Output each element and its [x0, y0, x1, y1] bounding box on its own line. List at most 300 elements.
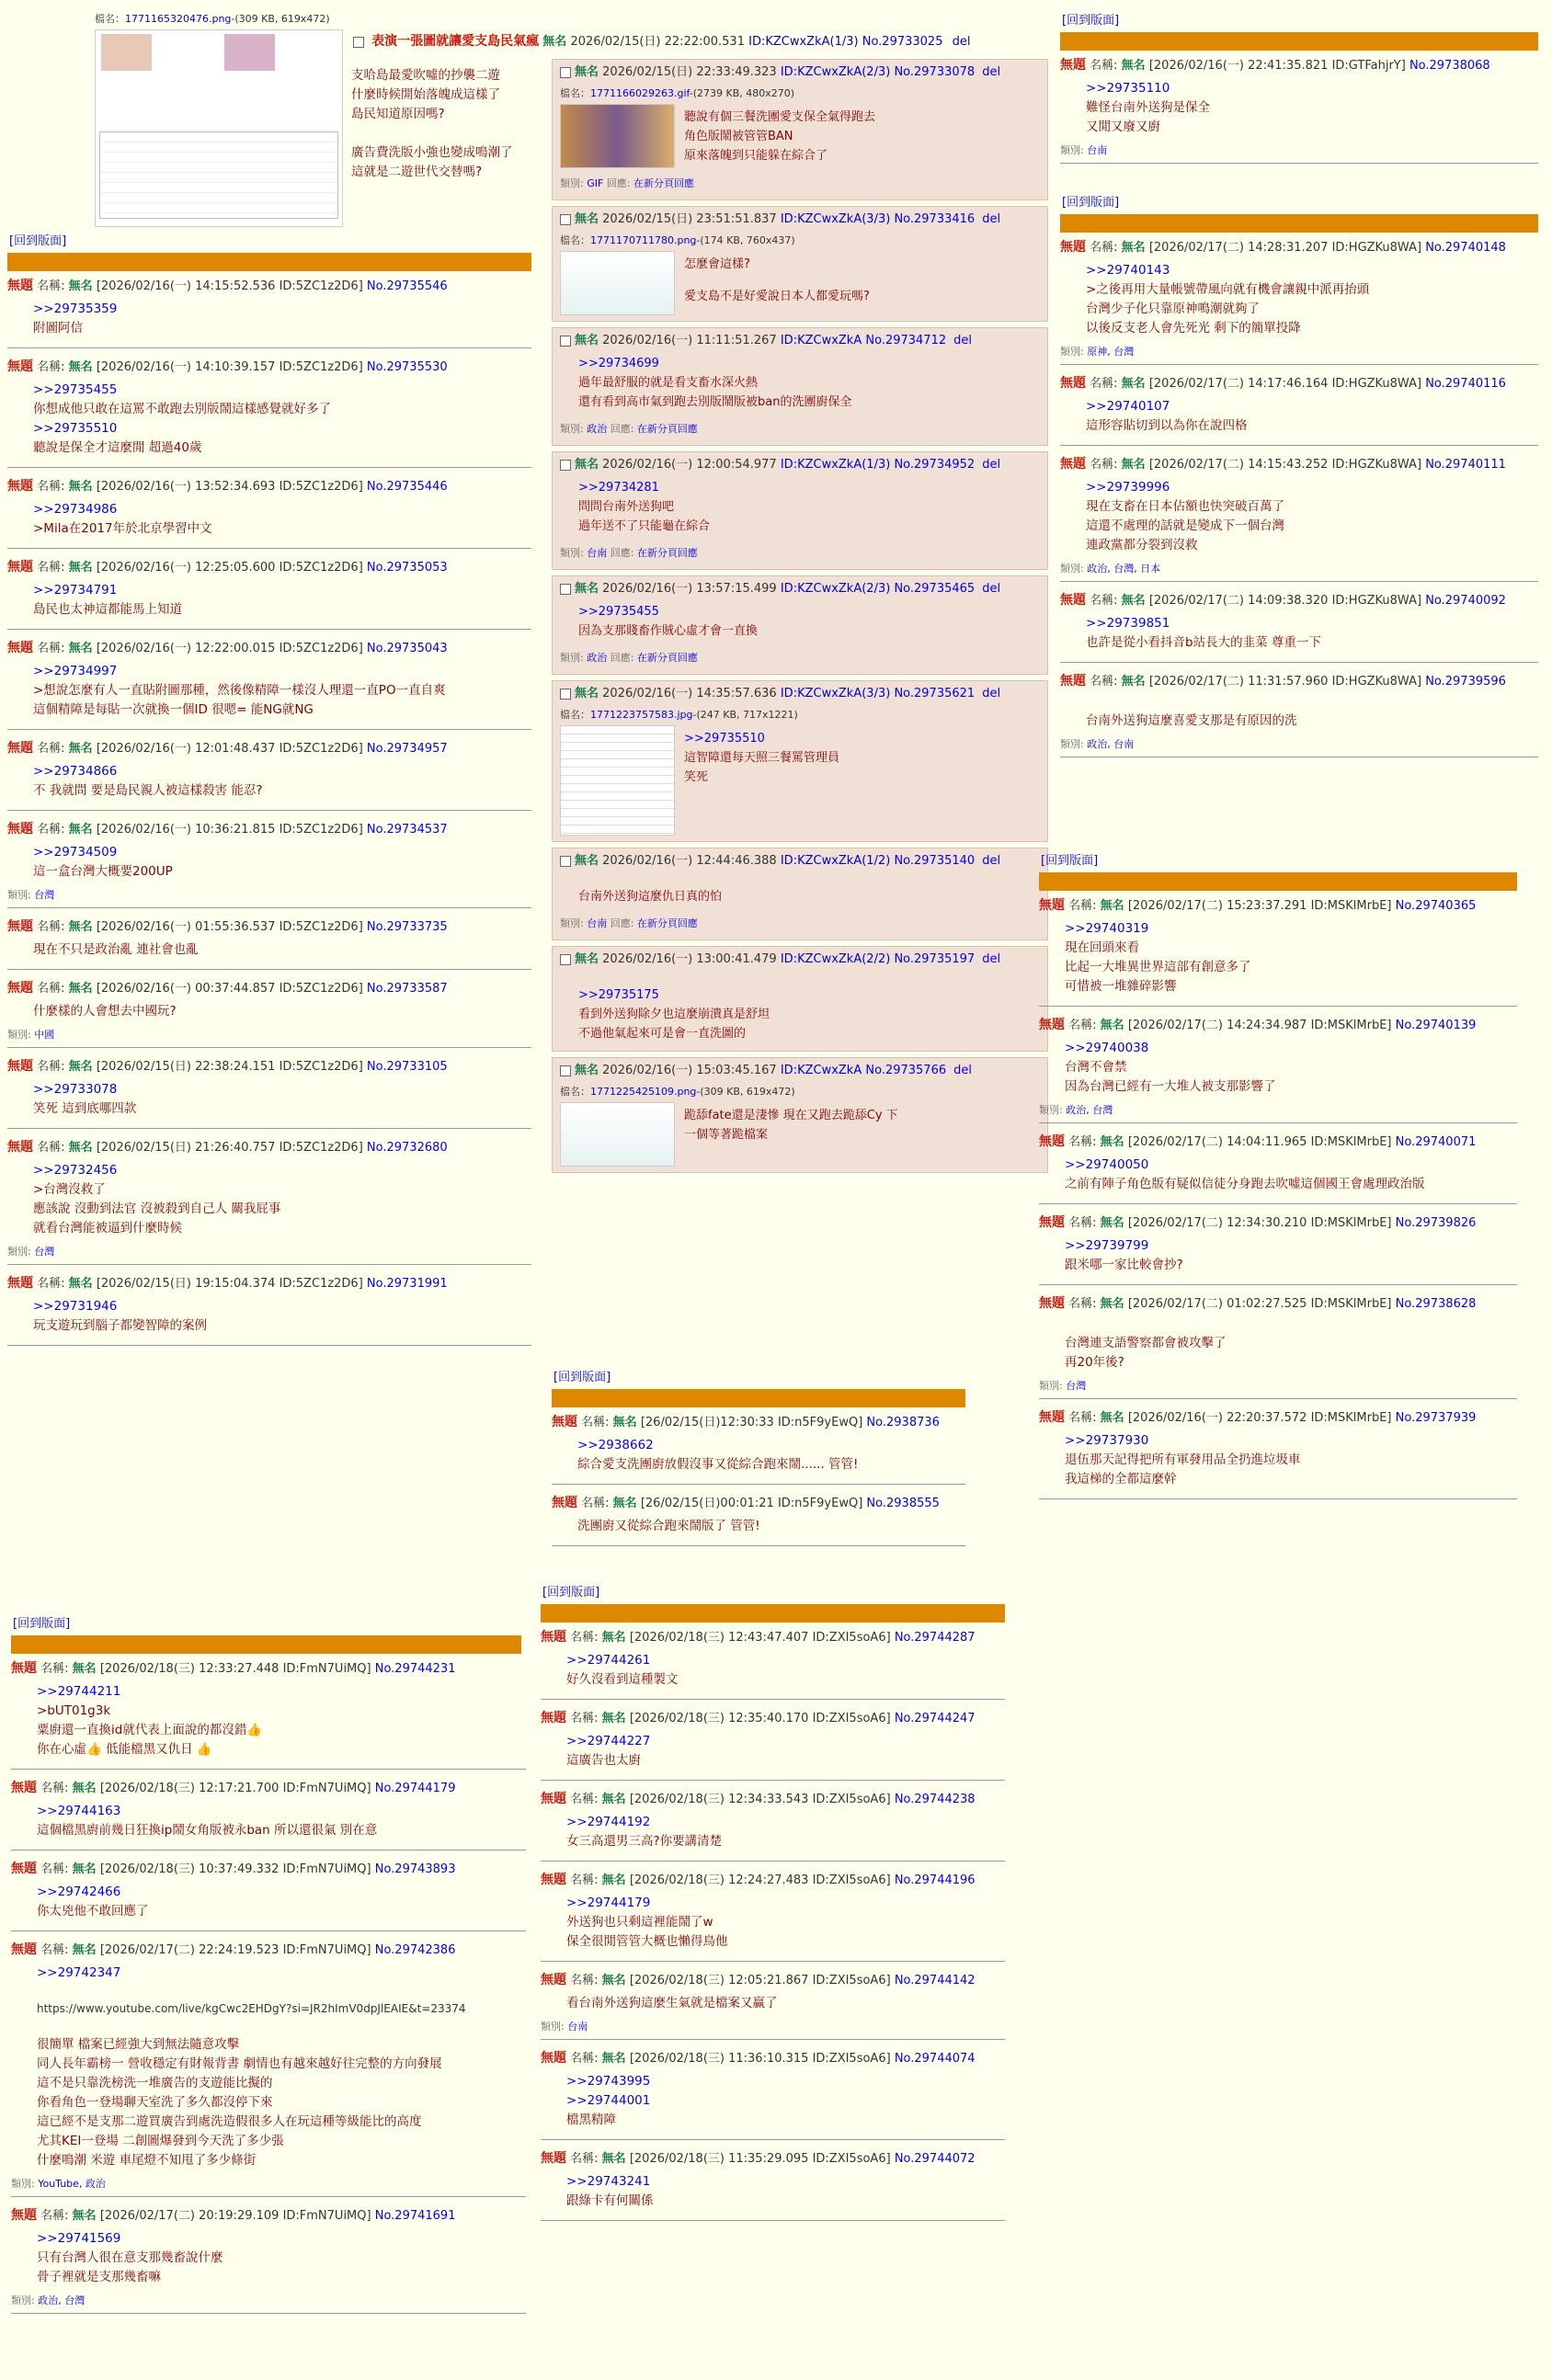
reply-content — [560, 871, 1040, 908]
post-body — [7, 758, 531, 804]
poster-name: 無名 — [575, 952, 599, 966]
post-datetime: [2026/02/17(二) 15:23:37.291 ID:MSKlMrbE] — [1127, 899, 1392, 913]
body-line: 過年送不了只能龜在綜合 — [578, 519, 711, 533]
post-body — [541, 1990, 1005, 2017]
post — [7, 277, 531, 348]
reply-datetime: 2026/02/15(日) 23:51:51.837 — [602, 212, 777, 226]
op-file-link[interactable]: 1771165320476.png — [125, 13, 232, 25]
quote-link[interactable]: >>29735455 — [578, 605, 659, 619]
back-to-board-link[interactable]: [回到版面] — [542, 1586, 600, 1600]
post-number[interactable]: No.29737939 — [1395, 1411, 1477, 1425]
reply-tags — [560, 650, 1040, 665]
quote-link[interactable]: >>29739799 — [1065, 1238, 1149, 1253]
post — [7, 917, 531, 970]
body-line: 台南外送狗這麼喜愛支那是有原因的洗 — [1086, 713, 1297, 728]
post-tags — [1060, 561, 1538, 575]
reply-body — [684, 1102, 898, 1146]
name-label: 名稱: — [37, 642, 65, 655]
quote-link[interactable]: >>29744227 — [566, 1734, 651, 1748]
post-title: 無題 — [7, 981, 33, 996]
post — [7, 739, 531, 811]
tags-label: 類別: — [7, 1246, 35, 1258]
post-number[interactable]: No.29739596 — [1425, 675, 1506, 689]
reply-select-checkbox[interactable] — [560, 584, 571, 595]
quote-link[interactable]: >>29741569 — [37, 2231, 121, 2246]
body-line: 比起一大堆異世界這部有創意多了 — [1065, 960, 1251, 974]
quote-link[interactable]: >>29744179 — [566, 1896, 651, 1910]
post — [1060, 591, 1538, 663]
reply-header — [560, 685, 1040, 703]
tag-link[interactable]: YouTube, 政治 — [38, 2178, 106, 2190]
reply-body — [684, 725, 839, 789]
post-tags — [1060, 736, 1538, 751]
post — [552, 1413, 965, 1485]
reply-label: 回應: — [607, 423, 637, 435]
tags-label: 類別: — [1039, 1104, 1067, 1116]
back-to-board-link[interactable]: [回到版面] — [553, 1371, 611, 1384]
tag-link[interactable]: 台灣 — [1066, 1380, 1087, 1392]
poster-name: 無名 — [72, 1862, 97, 1876]
tag-link[interactable]: 政治, 台灣 — [38, 2295, 86, 2306]
op-number[interactable]: No.29733025 — [862, 35, 943, 49]
quote-link[interactable]: >>2938662 — [577, 1438, 654, 1452]
post-body — [1060, 393, 1538, 439]
quote-link[interactable]: >>29735510 — [33, 421, 118, 436]
file-meta: -(247 KB, 717x1221) — [692, 709, 798, 721]
poster-name: 無名 — [1100, 1411, 1124, 1425]
post-datetime: [2026/02/18(三) 10:37:49.332 ID:FmN7UiMQ] — [99, 1862, 371, 1876]
reply-datetime: 2026/02/15(日) 22:33:49.323 — [602, 65, 777, 79]
name-label: 名稱: — [1090, 458, 1118, 472]
post-title: 無題 — [541, 1630, 566, 1645]
quote-link[interactable]: >>29731946 — [33, 1299, 118, 1314]
post-number[interactable]: No.29744072 — [894, 2152, 976, 2166]
post-datetime: [2026/02/16(一) 22:41:35.821 ID:GTFahjrY] — [1148, 59, 1406, 73]
post-body — [1039, 1035, 1517, 1100]
quote-link[interactable]: >>29733078 — [33, 1082, 118, 1097]
back-to-board-link[interactable]: [回到版面] — [1041, 854, 1099, 868]
post-number[interactable]: No.29735043 — [366, 642, 448, 655]
post-number[interactable]: No.29739826 — [1395, 1216, 1477, 1230]
reply-delete[interactable]: del — [982, 212, 1001, 226]
quote-link[interactable]: >>29734997 — [33, 664, 118, 678]
post-number[interactable]: No.29742386 — [374, 1943, 456, 1957]
name-label: 名稱: — [570, 1631, 599, 1645]
post-number[interactable]: No.29734957 — [366, 742, 448, 756]
back-to-board-link[interactable]: [回到版面] — [1062, 196, 1120, 210]
quote-link[interactable]: >>29734791 — [33, 583, 118, 598]
back-to-board-link[interactable]: [回到版面] — [1062, 14, 1120, 28]
poster-name: 無名 — [612, 1416, 637, 1429]
body-line: 問問台南外送狗吧 — [578, 500, 675, 514]
post — [1060, 672, 1538, 757]
quote-link[interactable]: >>29739996 — [1086, 480, 1170, 495]
tag-link[interactable]: 台南 — [567, 2021, 588, 2033]
post-number[interactable]: No.2938555 — [866, 1497, 940, 1510]
open-new-tab-link[interactable]: 在新分頁回應 — [633, 177, 695, 189]
post-header — [7, 558, 531, 577]
quote-link[interactable]: >>29740319 — [1065, 921, 1149, 936]
thread-7 — [1039, 848, 1517, 1509]
post-divider — [7, 548, 531, 549]
body-line: 台灣不會禁 — [1065, 1060, 1127, 1075]
thread-title-bar — [7, 253, 531, 271]
reply-delete[interactable]: del — [982, 952, 1001, 966]
reply-select-checkbox[interactable] — [560, 460, 571, 471]
quote-link[interactable]: >>29743241 — [566, 2174, 651, 2189]
quote-link[interactable]: >>29734281 — [578, 481, 659, 495]
post-datetime: [2026/02/16(一) 13:52:34.693 ID:5ZC1z2D6] — [96, 480, 363, 494]
post-tags — [1060, 142, 1538, 157]
post-divider — [11, 1930, 526, 1931]
quote-link[interactable]: >>29735359 — [33, 302, 118, 316]
op-delete[interactable]: del — [952, 35, 971, 49]
body-line: 同人長年霸榜一 營收穩定有財報背書 劇情也有越來越好往完整的方向發展 — [37, 2056, 442, 2071]
post-divider — [7, 629, 531, 630]
post-body — [11, 1679, 526, 1763]
post-number[interactable]: No.29733587 — [366, 982, 448, 996]
name-label: 名稱: — [570, 2052, 599, 2066]
post-title: 無題 — [11, 1942, 37, 1957]
post-tags — [7, 1244, 531, 1258]
post-divider — [7, 1345, 531, 1346]
post-tags — [11, 2293, 526, 2307]
poster-name: 無名 — [1121, 377, 1146, 391]
reply-select-checkbox[interactable] — [560, 214, 571, 225]
body-line: 再20年後? — [1065, 1355, 1124, 1370]
reply-number[interactable]: No.29735197 — [894, 952, 976, 966]
post-datetime: [2026/02/17(二) 12:34:30.210 ID:MSKlMrbE] — [1127, 1216, 1392, 1230]
post — [541, 1871, 1005, 1962]
reply-number[interactable]: No.29734712 — [865, 334, 947, 347]
reply-number[interactable]: No.29733416 — [894, 212, 976, 226]
post-number[interactable]: No.29744231 — [374, 1662, 456, 1676]
post-number[interactable]: No.29744287 — [894, 1631, 976, 1645]
quote-link[interactable]: >>29742347 — [37, 1965, 121, 1980]
tag-link[interactable]: 台南 — [587, 547, 608, 559]
reply-file-info — [560, 707, 1040, 722]
post-number[interactable]: No.29744179 — [374, 1782, 456, 1795]
post-body — [11, 2226, 526, 2291]
reply-select-checkbox[interactable] — [560, 67, 571, 78]
quote-link[interactable]: >>29742466 — [37, 1885, 121, 1899]
quote-link[interactable]: >>29734699 — [578, 357, 659, 370]
post-title: 無題 — [552, 1496, 577, 1510]
tag-link[interactable]: 原神, 台灣 — [1087, 346, 1135, 358]
quote-link[interactable]: >>29735455 — [33, 382, 118, 397]
tags-label: 類別: — [11, 2178, 39, 2190]
op-thumbnail[interactable] — [95, 29, 343, 227]
body-line: 怎麼會這樣? — [684, 257, 750, 271]
post-number[interactable]: No.29735446 — [366, 480, 448, 494]
quote-link[interactable]: >>29735110 — [1086, 81, 1170, 96]
reply-select-checkbox[interactable] — [560, 1065, 571, 1076]
post-number[interactable]: No.29744247 — [894, 1712, 976, 1725]
post — [11, 1860, 526, 1931]
quote-link[interactable]: >>29735510 — [684, 732, 765, 746]
body-line: 女三高還男三高?你要講清楚 — [566, 1834, 723, 1849]
poster-id: ID:KZCwxZkA(3/3) — [780, 212, 891, 226]
post-title: 無題 — [1039, 1410, 1065, 1425]
post-number[interactable]: No.29744142 — [894, 1974, 976, 1987]
body-line: 台灣連支語警察都會被攻擊了 — [1065, 1336, 1227, 1350]
tag-link[interactable]: 政治 — [587, 423, 608, 435]
quote-link[interactable]: >>29744163 — [37, 1804, 121, 1818]
post-header — [7, 1138, 531, 1157]
post-divider — [541, 2220, 1005, 2221]
post-number[interactable]: No.29731991 — [366, 1277, 448, 1291]
name-label: 名稱: — [1068, 1019, 1097, 1032]
body-line: 之前有陣子角色版有疑似信徒分身跑去吹噓這個國王會處理政治版 — [1065, 1177, 1425, 1191]
post-divider — [541, 1861, 1005, 1862]
tag-link[interactable]: 台南 — [587, 917, 608, 929]
back-to-board-link[interactable]: [回到版面] — [9, 234, 67, 248]
reply-post — [552, 848, 1048, 940]
post-title: 無題 — [7, 1140, 33, 1155]
reply-thumbnail[interactable] — [560, 104, 675, 168]
reply-select-checkbox[interactable] — [560, 856, 571, 867]
quote-link[interactable]: >>29743995 — [566, 2074, 651, 2089]
post-number[interactable]: No.29733735 — [366, 920, 448, 934]
post-divider — [1039, 1284, 1517, 1285]
post — [1060, 56, 1538, 164]
reply-select-checkbox[interactable] — [560, 336, 571, 347]
post-header — [11, 1860, 526, 1879]
reply-file-link[interactable]: 1771166029263.gif — [590, 87, 690, 99]
reply-body — [560, 969, 770, 1045]
open-new-tab-link[interactable]: 在新分頁回應 — [636, 547, 698, 559]
post-datetime: [2026/02/15(日) 19:15:04.374 ID:5ZC1z2D6] — [96, 1277, 363, 1291]
poster-name: 無名 — [72, 1662, 97, 1676]
quote-link[interactable]: >>29740107 — [1086, 399, 1170, 414]
quote-link[interactable]: >>29734509 — [33, 845, 118, 860]
reply-number[interactable]: No.29735766 — [865, 1064, 947, 1077]
post-number[interactable]: No.29740116 — [1425, 377, 1506, 391]
post-datetime: [2026/02/17(二) 14:24:34.987 ID:MSKlMrbE] — [1127, 1019, 1392, 1032]
body-line: 跟米哪一家比較會抄? — [1065, 1258, 1183, 1272]
post-header — [541, 1709, 1005, 1728]
post-body — [7, 496, 531, 542]
tag-link[interactable]: 政治 — [587, 652, 608, 664]
body-line — [578, 973, 770, 985]
post-body — [11, 1960, 526, 2174]
post-number[interactable]: No.29743893 — [374, 1862, 456, 1876]
post-divider — [7, 729, 531, 730]
thread-2 — [11, 1611, 526, 2323]
name-label: 名稱: — [40, 2209, 69, 2223]
reply-select-checkbox[interactable] — [560, 689, 571, 700]
quote-link[interactable]: >>29739851 — [1086, 616, 1170, 631]
reply-post — [552, 59, 1048, 200]
poster-name: 無名 — [575, 65, 599, 79]
post — [11, 1779, 526, 1850]
open-new-tab-link[interactable]: 在新分頁回應 — [636, 652, 698, 664]
quote-link[interactable]: >>29734866 — [33, 764, 118, 779]
tag-link[interactable]: 政治, 台灣, 日本 — [1087, 563, 1161, 575]
poster-name: 無名 — [72, 1782, 97, 1795]
post — [7, 979, 531, 1048]
body-line: 聽說有個三餐洗團愛支保全氣得跑去 — [684, 110, 876, 124]
post-divider — [11, 2313, 526, 2314]
post-body — [7, 296, 531, 342]
poster-name: 無名 — [68, 642, 93, 655]
reply-thumbnail[interactable] — [560, 1102, 675, 1167]
post-divider — [7, 969, 531, 970]
poster-name: 無名 — [68, 360, 93, 374]
reply-content — [560, 251, 1040, 315]
quote-link[interactable]: >>29744192 — [566, 1815, 651, 1829]
post-number[interactable]: No.29740092 — [1425, 594, 1506, 608]
post-divider — [7, 347, 531, 348]
quote-link[interactable]: >>29737930 — [1065, 1433, 1149, 1448]
reply-select-checkbox[interactable] — [560, 954, 571, 965]
quote-link[interactable]: >>29735175 — [578, 988, 659, 1002]
post-datetime: [2026/02/18(三) 12:43:47.407 ID:ZXI5soA6] — [629, 1631, 891, 1645]
quote-link[interactable]: >>29744261 — [566, 1653, 651, 1668]
open-new-tab-link[interactable]: 在新分頁回應 — [636, 917, 698, 929]
post-datetime: [2026/02/18(三) 11:35:29.095 ID:ZXI5soA6] — [629, 2152, 891, 2166]
poster-name: 無名 — [68, 982, 93, 996]
poster-id: ID:KZCwxZkA(1/2) — [780, 854, 891, 868]
post-header — [11, 1941, 526, 1960]
reply-delete[interactable]: del — [953, 1064, 972, 1077]
post-datetime: [2026/02/16(一) 00:37:44.857 ID:5ZC1z2D6] — [96, 982, 363, 996]
post-number[interactable]: No.29740071 — [1395, 1135, 1477, 1149]
reply-thumbnail[interactable] — [560, 725, 675, 836]
post — [1060, 374, 1538, 446]
body-line: 這廣告也太廚 — [566, 1753, 641, 1768]
post-number[interactable]: No.29744196 — [894, 1873, 976, 1887]
post-number[interactable]: No.29738068 — [1409, 59, 1490, 73]
quote-link[interactable]: >>29740050 — [1065, 1157, 1149, 1172]
post-number[interactable]: No.29741691 — [374, 2209, 456, 2223]
quote-link[interactable]: >>29734986 — [33, 502, 118, 517]
reply-delete[interactable]: del — [982, 582, 1001, 596]
post — [7, 477, 531, 549]
poster-name: 無名 — [1121, 241, 1146, 255]
quote-link[interactable]: >>29732456 — [33, 1163, 118, 1178]
post-header — [7, 739, 531, 758]
reply-body — [684, 104, 875, 167]
reply-file-link[interactable]: 1771225425109.png — [590, 1086, 697, 1098]
name-label: 名稱: — [37, 742, 65, 756]
tag-link[interactable]: GIF — [587, 177, 604, 189]
tag-link[interactable]: 政治, 台灣 — [1066, 1104, 1113, 1116]
post-header — [1039, 1133, 1517, 1152]
reply-delete[interactable]: del — [982, 687, 1001, 700]
post-divider — [1039, 1122, 1517, 1123]
open-new-tab-link[interactable]: 在新分頁回應 — [636, 423, 698, 435]
tag-link[interactable]: 中國 — [34, 1029, 55, 1041]
post-body — [1039, 1152, 1517, 1198]
post-divider — [1039, 1006, 1517, 1007]
post-number[interactable]: No.29744238 — [894, 1793, 976, 1806]
reply-body — [560, 350, 851, 414]
post-number[interactable]: No.29735546 — [366, 279, 448, 293]
quote-link[interactable]: >>29744001 — [566, 2093, 651, 2108]
post-title: 無題 — [11, 1862, 37, 1876]
post-datetime: [2026/02/17(二) 01:02:27.525 ID:MSKlMrbE] — [1127, 1297, 1392, 1311]
reply-number[interactable]: No.29733078 — [894, 65, 976, 79]
post-number[interactable]: No.29738628 — [1395, 1297, 1477, 1311]
reply-file-link[interactable]: 1771170711780.png — [590, 234, 697, 246]
post — [7, 358, 531, 468]
reply-number[interactable]: No.29734952 — [894, 458, 976, 472]
post-number[interactable]: No.29740139 — [1395, 1019, 1477, 1032]
post-datetime: [2026/02/18(三) 12:34:33.543 ID:ZXI5soA6] — [629, 1793, 891, 1806]
post-number[interactable]: No.29733105 — [366, 1060, 448, 1074]
post-number[interactable]: No.29740365 — [1395, 899, 1477, 913]
body-line: 這一盒台灣大概要200UP — [33, 864, 173, 879]
op-title: 表演一張圖就讓愛支島民氣瘋 — [371, 34, 540, 49]
reply-file-info — [560, 1084, 1040, 1099]
post-number[interactable]: No.29735530 — [366, 360, 448, 374]
name-label: 名稱: — [1068, 1216, 1097, 1230]
reply-datetime: 2026/02/16(一) 13:00:41.479 — [602, 952, 777, 966]
op-select-checkbox[interactable] — [353, 37, 364, 48]
reply-delete[interactable]: del — [982, 458, 1001, 472]
reply-number[interactable]: No.29735140 — [894, 854, 976, 868]
back-to-board-link[interactable]: [回到版面] — [13, 1617, 71, 1631]
tag-link[interactable]: 台南 — [1087, 144, 1108, 156]
reply-number[interactable]: No.29735465 — [894, 582, 976, 596]
tags-label: 類別: — [1060, 563, 1088, 575]
poster-name: 無名 — [601, 1873, 626, 1887]
post-number[interactable]: No.29735053 — [366, 561, 448, 575]
tag-link[interactable]: 台灣 — [34, 889, 55, 901]
post-number[interactable]: No.29740111 — [1425, 458, 1506, 472]
post-number[interactable]: No.29744074 — [894, 2052, 976, 2066]
reply-delete[interactable]: del — [982, 854, 1001, 868]
post-number[interactable]: No.2938736 — [866, 1416, 940, 1429]
body-line — [1065, 1317, 1517, 1334]
post — [1039, 1213, 1517, 1285]
poster-name: 無名 — [68, 480, 93, 494]
post-number[interactable]: No.29732680 — [366, 1141, 448, 1155]
quote-link[interactable]: >>29740143 — [1086, 263, 1170, 278]
post-title: 無題 — [7, 560, 33, 575]
reply-delete[interactable]: del — [953, 334, 972, 347]
thread-title-bar — [552, 1389, 965, 1407]
body-line: 尤其KEI一登場 二創圖爆發到今天洗了多少張 — [37, 2134, 284, 2148]
reply-content — [560, 350, 1040, 414]
reply-datetime: 2026/02/16(一) 11:11:51.267 — [602, 334, 777, 347]
post-number[interactable]: No.29734537 — [366, 823, 448, 837]
tags-label: 類別: — [1060, 346, 1088, 358]
post-title: 無題 — [7, 1276, 33, 1291]
post-title: 無題 — [7, 359, 33, 374]
reply-file-link[interactable]: 1771223757583.jpg — [590, 709, 693, 721]
post-title: 無題 — [1039, 1134, 1065, 1149]
post-datetime: [2026/02/18(三) 12:17:21.700 ID:FmN7UiMQ] — [99, 1782, 371, 1795]
poster-name: 無名 — [68, 279, 93, 293]
tag-link[interactable]: 政治, 台南 — [1087, 738, 1135, 750]
greentext-line: >想說怎麼有人一直貼附圖那種，然後像精障一樣沒人理還一直PO一直自爽 — [33, 683, 446, 698]
poster-name: 無名 — [1100, 1297, 1124, 1311]
body-line: 不過他氣起來可是會一直洗圖的 — [578, 1027, 747, 1041]
tags-label: 類別: — [560, 917, 588, 929]
reply-thumbnail[interactable] — [560, 251, 675, 315]
post-number[interactable]: No.29740148 — [1425, 241, 1506, 255]
thread-1 — [7, 228, 531, 1355]
quote-link[interactable]: >>29744211 — [37, 1684, 121, 1699]
tag-link[interactable]: 台灣 — [34, 1246, 55, 1258]
reply-number[interactable]: No.29735621 — [894, 687, 976, 700]
post-datetime: [2026/02/16(一) 22:20:37.572 ID:MSKlMrbE] — [1127, 1411, 1392, 1425]
file-label: 檔名： — [560, 1086, 590, 1098]
reply-delete[interactable]: del — [982, 65, 1001, 79]
quote-link[interactable]: >>29740038 — [1065, 1041, 1149, 1055]
